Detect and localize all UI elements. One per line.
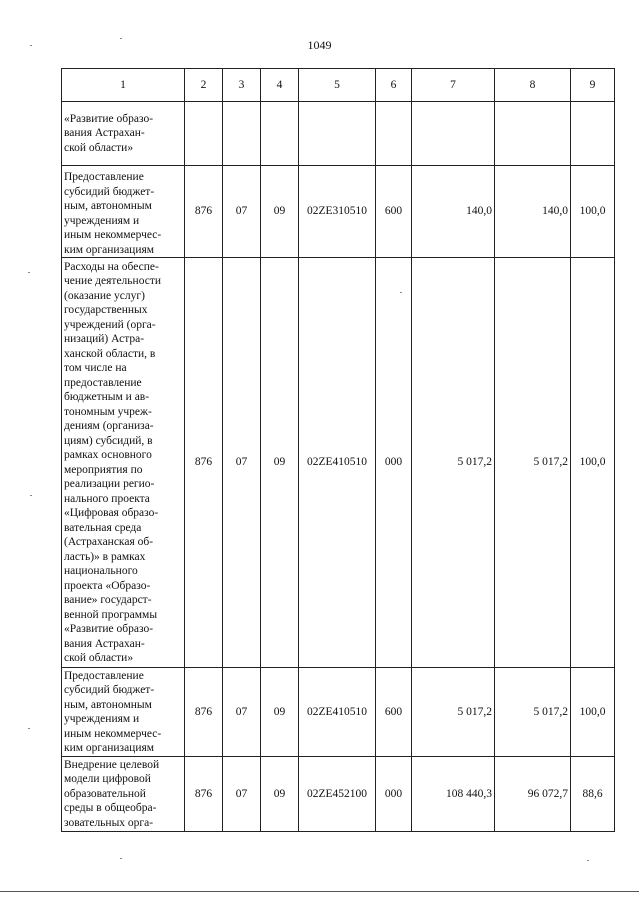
description-line: государственных bbox=[64, 304, 148, 316]
description-line: мероприятия по bbox=[64, 463, 143, 476]
cell-execution-percent bbox=[571, 102, 615, 166]
description-line: Внедрение целевой bbox=[64, 758, 160, 771]
scan-speck bbox=[30, 495, 32, 496]
description-line: иным некоммерчес- bbox=[64, 727, 162, 740]
cell-subsection: 09 bbox=[261, 166, 299, 258]
cell-expense-type: 000 bbox=[376, 757, 412, 832]
description-line: проекта «Образо- bbox=[64, 579, 151, 592]
description-line: образовательной bbox=[64, 787, 146, 800]
description-line: вание» государст- bbox=[64, 594, 152, 606]
description-line: бюджетным и ав- bbox=[64, 391, 150, 403]
row-description bbox=[62, 757, 185, 832]
column-header: 4 bbox=[261, 69, 299, 102]
description-line: нального проекта bbox=[64, 492, 150, 505]
cell-planned-amount: 5 017,2 bbox=[412, 258, 495, 668]
table-row bbox=[62, 757, 615, 832]
scan-speck bbox=[587, 860, 589, 861]
cell-planned-amount: 108 440,3 bbox=[412, 757, 495, 832]
description-line: том числе на bbox=[64, 362, 127, 374]
cell-expense-type bbox=[376, 102, 412, 166]
description-line: зовательных орга- bbox=[64, 816, 154, 829]
column-header: 8 bbox=[495, 69, 571, 102]
cell-admin-code: 876 bbox=[185, 668, 223, 757]
budget-table bbox=[61, 68, 615, 832]
description-line: ласть)» в рамках bbox=[64, 550, 146, 563]
cell-target-article: 02ZE410510 bbox=[299, 668, 376, 757]
page-bottom-rule bbox=[0, 891, 639, 892]
cell-admin-code bbox=[185, 102, 223, 166]
description-line: вания Астрахан- bbox=[64, 637, 145, 650]
row-description bbox=[62, 668, 185, 757]
cell-section bbox=[223, 102, 261, 166]
cell-actual-amount: 140,0 bbox=[495, 166, 571, 258]
description-line: иным некоммерчес- bbox=[64, 229, 162, 241]
description-line: субсидий бюджет- bbox=[64, 185, 155, 198]
description-line: предоставление bbox=[64, 376, 142, 389]
cell-admin-code: 876 bbox=[185, 258, 223, 668]
cell-planned-amount bbox=[412, 102, 495, 166]
table-row bbox=[62, 166, 615, 258]
cell-subsection: 09 bbox=[261, 258, 299, 668]
description-line: модели цифровой bbox=[64, 773, 151, 786]
cell-subsection: 09 bbox=[261, 668, 299, 757]
description-line: тономным учреж- bbox=[64, 405, 152, 418]
description-line: ким организациям bbox=[64, 243, 155, 256]
table-row bbox=[62, 102, 615, 166]
column-header: 1 bbox=[62, 69, 185, 102]
scan-speck bbox=[120, 38, 122, 39]
cell-subsection: 09 bbox=[261, 757, 299, 832]
cell-planned-amount: 5 017,2 bbox=[412, 668, 495, 757]
description-line: национального bbox=[64, 565, 138, 577]
scan-speck bbox=[28, 728, 30, 729]
description-line: низаций) Астра- bbox=[64, 333, 145, 345]
description-line: учреждений (орга- bbox=[64, 318, 156, 331]
scan-speck bbox=[28, 272, 30, 273]
cell-admin-code: 876 bbox=[185, 166, 223, 258]
cell-expense-type: 600 bbox=[376, 668, 412, 757]
cell-expense-type: 600 bbox=[376, 166, 412, 258]
cell-actual-amount: 5 017,2 bbox=[495, 258, 571, 668]
cell-execution-percent: 100,0 bbox=[571, 668, 615, 757]
description-line: «Развитие образо- bbox=[64, 112, 154, 125]
cell-execution-percent: 88,6 bbox=[571, 757, 615, 832]
description-line: чение деятельности bbox=[64, 275, 162, 287]
description-line: Предоставление bbox=[64, 669, 144, 682]
column-header: 7 bbox=[412, 69, 495, 102]
description-line: Расходы на обеспе- bbox=[64, 260, 159, 273]
description-line: ханской области, в bbox=[64, 347, 156, 360]
cell-actual-amount: 96 072,7 bbox=[495, 757, 571, 832]
cell-execution-percent: 100,0 bbox=[571, 166, 615, 258]
description-line: вания Астрахан- bbox=[64, 127, 145, 140]
cell-section: 07 bbox=[223, 258, 261, 668]
cell-actual-amount bbox=[495, 102, 571, 166]
description-line: рамках основного bbox=[64, 449, 152, 461]
cell-execution-percent: 100,0 bbox=[571, 258, 615, 668]
cell-target-article: 02ZE310510 bbox=[299, 166, 376, 258]
table-row bbox=[62, 258, 615, 668]
description-line: учреждениям и bbox=[64, 214, 140, 227]
description-line: венной программы bbox=[64, 608, 158, 621]
cell-target-article bbox=[299, 102, 376, 166]
row-description bbox=[62, 166, 185, 258]
description-line: ким организациям bbox=[64, 742, 155, 754]
scan-speck bbox=[400, 292, 402, 293]
description-line: (Астраханская об- bbox=[64, 536, 154, 548]
cell-admin-code: 876 bbox=[185, 757, 223, 832]
cell-expense-type: 000 bbox=[376, 258, 412, 668]
description-line: среды в общеобра- bbox=[64, 802, 157, 815]
cell-section: 07 bbox=[223, 166, 261, 258]
column-header: 5 bbox=[299, 69, 376, 102]
description-line: ным, автономным bbox=[64, 200, 152, 212]
description-line: субсидий бюджет- bbox=[64, 684, 155, 696]
cell-actual-amount: 5 017,2 bbox=[495, 668, 571, 757]
column-header: 2 bbox=[185, 69, 223, 102]
description-line: ным, автономным bbox=[64, 698, 152, 711]
description-line: «Цифровая образо- bbox=[64, 507, 159, 519]
cell-target-article: 02ZE452100 bbox=[299, 757, 376, 832]
table-row bbox=[62, 668, 615, 757]
description-line: ской области» bbox=[64, 652, 134, 664]
description-line: (оказание услуг) bbox=[64, 289, 145, 302]
cell-planned-amount: 140,0 bbox=[412, 166, 495, 258]
description-line: вательная среда bbox=[64, 521, 142, 534]
column-header: 9 bbox=[571, 69, 615, 102]
row-description bbox=[62, 102, 185, 166]
description-line: Предоставление bbox=[64, 171, 144, 183]
cell-subsection bbox=[261, 102, 299, 166]
cell-target-article: 02ZE410510 bbox=[299, 258, 376, 668]
column-header: 3 bbox=[223, 69, 261, 102]
description-line: «Развитие образо- bbox=[64, 623, 154, 635]
scan-speck bbox=[30, 45, 32, 46]
description-line: ской области» bbox=[64, 141, 134, 154]
description-line: циям) субсидий, в bbox=[64, 434, 153, 447]
row-description bbox=[62, 258, 185, 668]
description-line: дениям (организа- bbox=[64, 420, 154, 432]
column-header: 6 bbox=[376, 69, 412, 102]
cell-section: 07 bbox=[223, 757, 261, 832]
description-line: учреждениям и bbox=[64, 713, 140, 725]
table-header-row bbox=[62, 69, 615, 102]
description-line: реализации регио- bbox=[64, 478, 155, 490]
cell-section: 07 bbox=[223, 668, 261, 757]
page-number: 1049 bbox=[307, 38, 332, 52]
scan-speck bbox=[120, 858, 122, 859]
